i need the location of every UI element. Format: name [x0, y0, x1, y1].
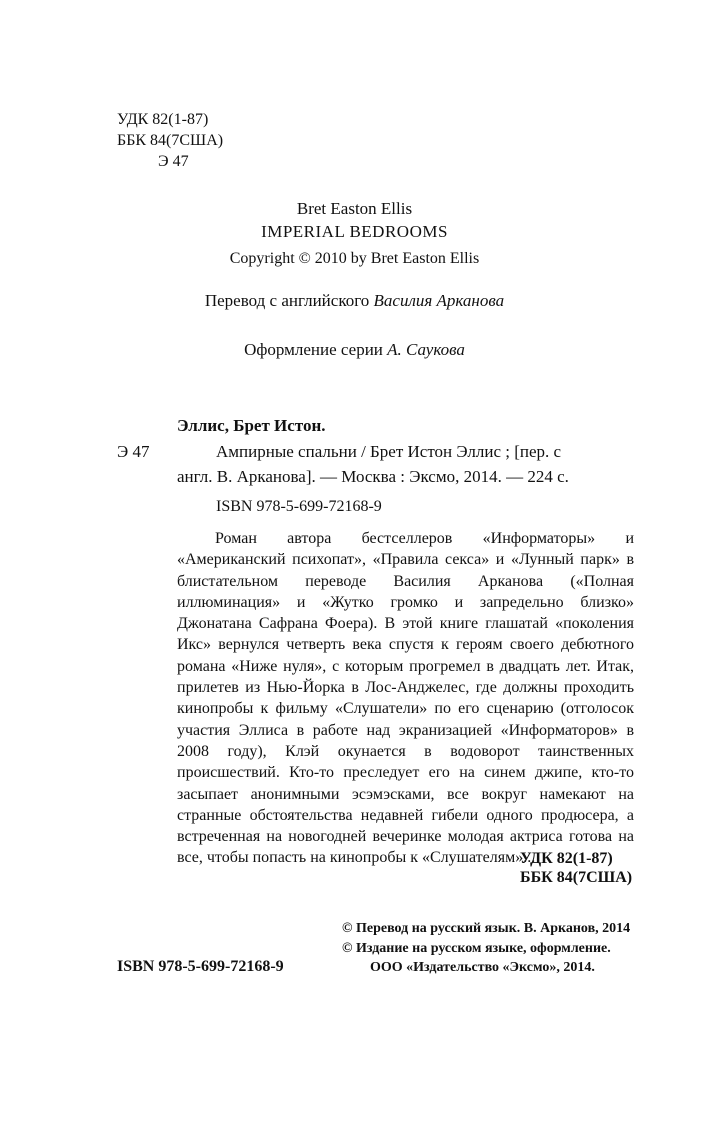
- annotation-text: Роман автора бестселлеров «Информаторы» и «Американский психопат», «Правила секса» и «Лунный парк» в блистательном переводе Василия Арканова («Полная иллюминация» и «Жутко громко и запредельно близко» Джонатана Сафрана Фоера). В этой книге глашатай «поколения Икс» вернулся четверть века спустя к героям своего дебютного романа «Ниже нуля», с которым прогремел в двадцать лет. Итак, прилетев из Нью-Йорка в Лос-Анджелес, где должны проходить кинопробы к фильму «Слушатели» по его сценарию (отголосок участия Эллиса в работе над экранизацией «Информаторов» в 2008 году), Клэй окунается в водоворот таинственных происшествий. Кто-то преследует его на синем джипе, кто-то засыпает анонимными эсэмэсками, все вокруг намекают на странные обстоятельства недавней гибели одного продюсера, а встреченная на новогодней вечеринке молодая актриса готова на все, чтобы попасть на кинопробы к «Слушателям»...: [177, 530, 634, 867]
- bbk-code-right: ББК 84(7США): [520, 869, 633, 886]
- original-title: IMPERIAL BEDROOMS: [261, 222, 448, 241]
- original-author: Bret Easton Ellis: [296, 199, 413, 218]
- udk-code-right: УДК 82(1-87): [520, 850, 613, 867]
- author-mark: Э 47: [158, 153, 189, 170]
- record-heading: Эллис, Брет Истон.: [177, 416, 326, 435]
- record-mark: Э 47: [117, 442, 150, 461]
- original-copyright: Copyright © 2010 by Bret Easton Ellis: [229, 250, 480, 267]
- translation-credit: [0, 290, 709, 312]
- design-prefix: Оформление серии: [244, 340, 388, 359]
- copyright-translation: © Перевод на русский язык. В. Арканов, 2014: [342, 921, 631, 936]
- design-credit: [0, 339, 709, 361]
- designer-name: А. Саукова: [387, 340, 465, 359]
- udk-code: УДК 82(1-87): [117, 111, 209, 128]
- record-line-2: англ. В. Арканова]. — Москва : Эксмо, 2014. — 224 с.: [177, 467, 569, 486]
- bbk-code: ББК 84(7США): [117, 132, 224, 149]
- record-line-1: Ампирные спальни / Брет Истон Эллис ; [пер. с: [216, 442, 562, 461]
- copyright-publisher: ООО «Издательство «Эксмо», 2014.: [370, 960, 595, 975]
- footer-isbn: ISBN 978-5-699-72168-9: [117, 958, 284, 975]
- record-isbn: ISBN 978-5-699-72168-9: [216, 498, 382, 515]
- translator-name: Василия Арканова: [373, 291, 505, 310]
- translation-prefix: Перевод с английского: [204, 291, 374, 310]
- copyright-edition: © Издание на русском языке, оформление.: [342, 941, 611, 956]
